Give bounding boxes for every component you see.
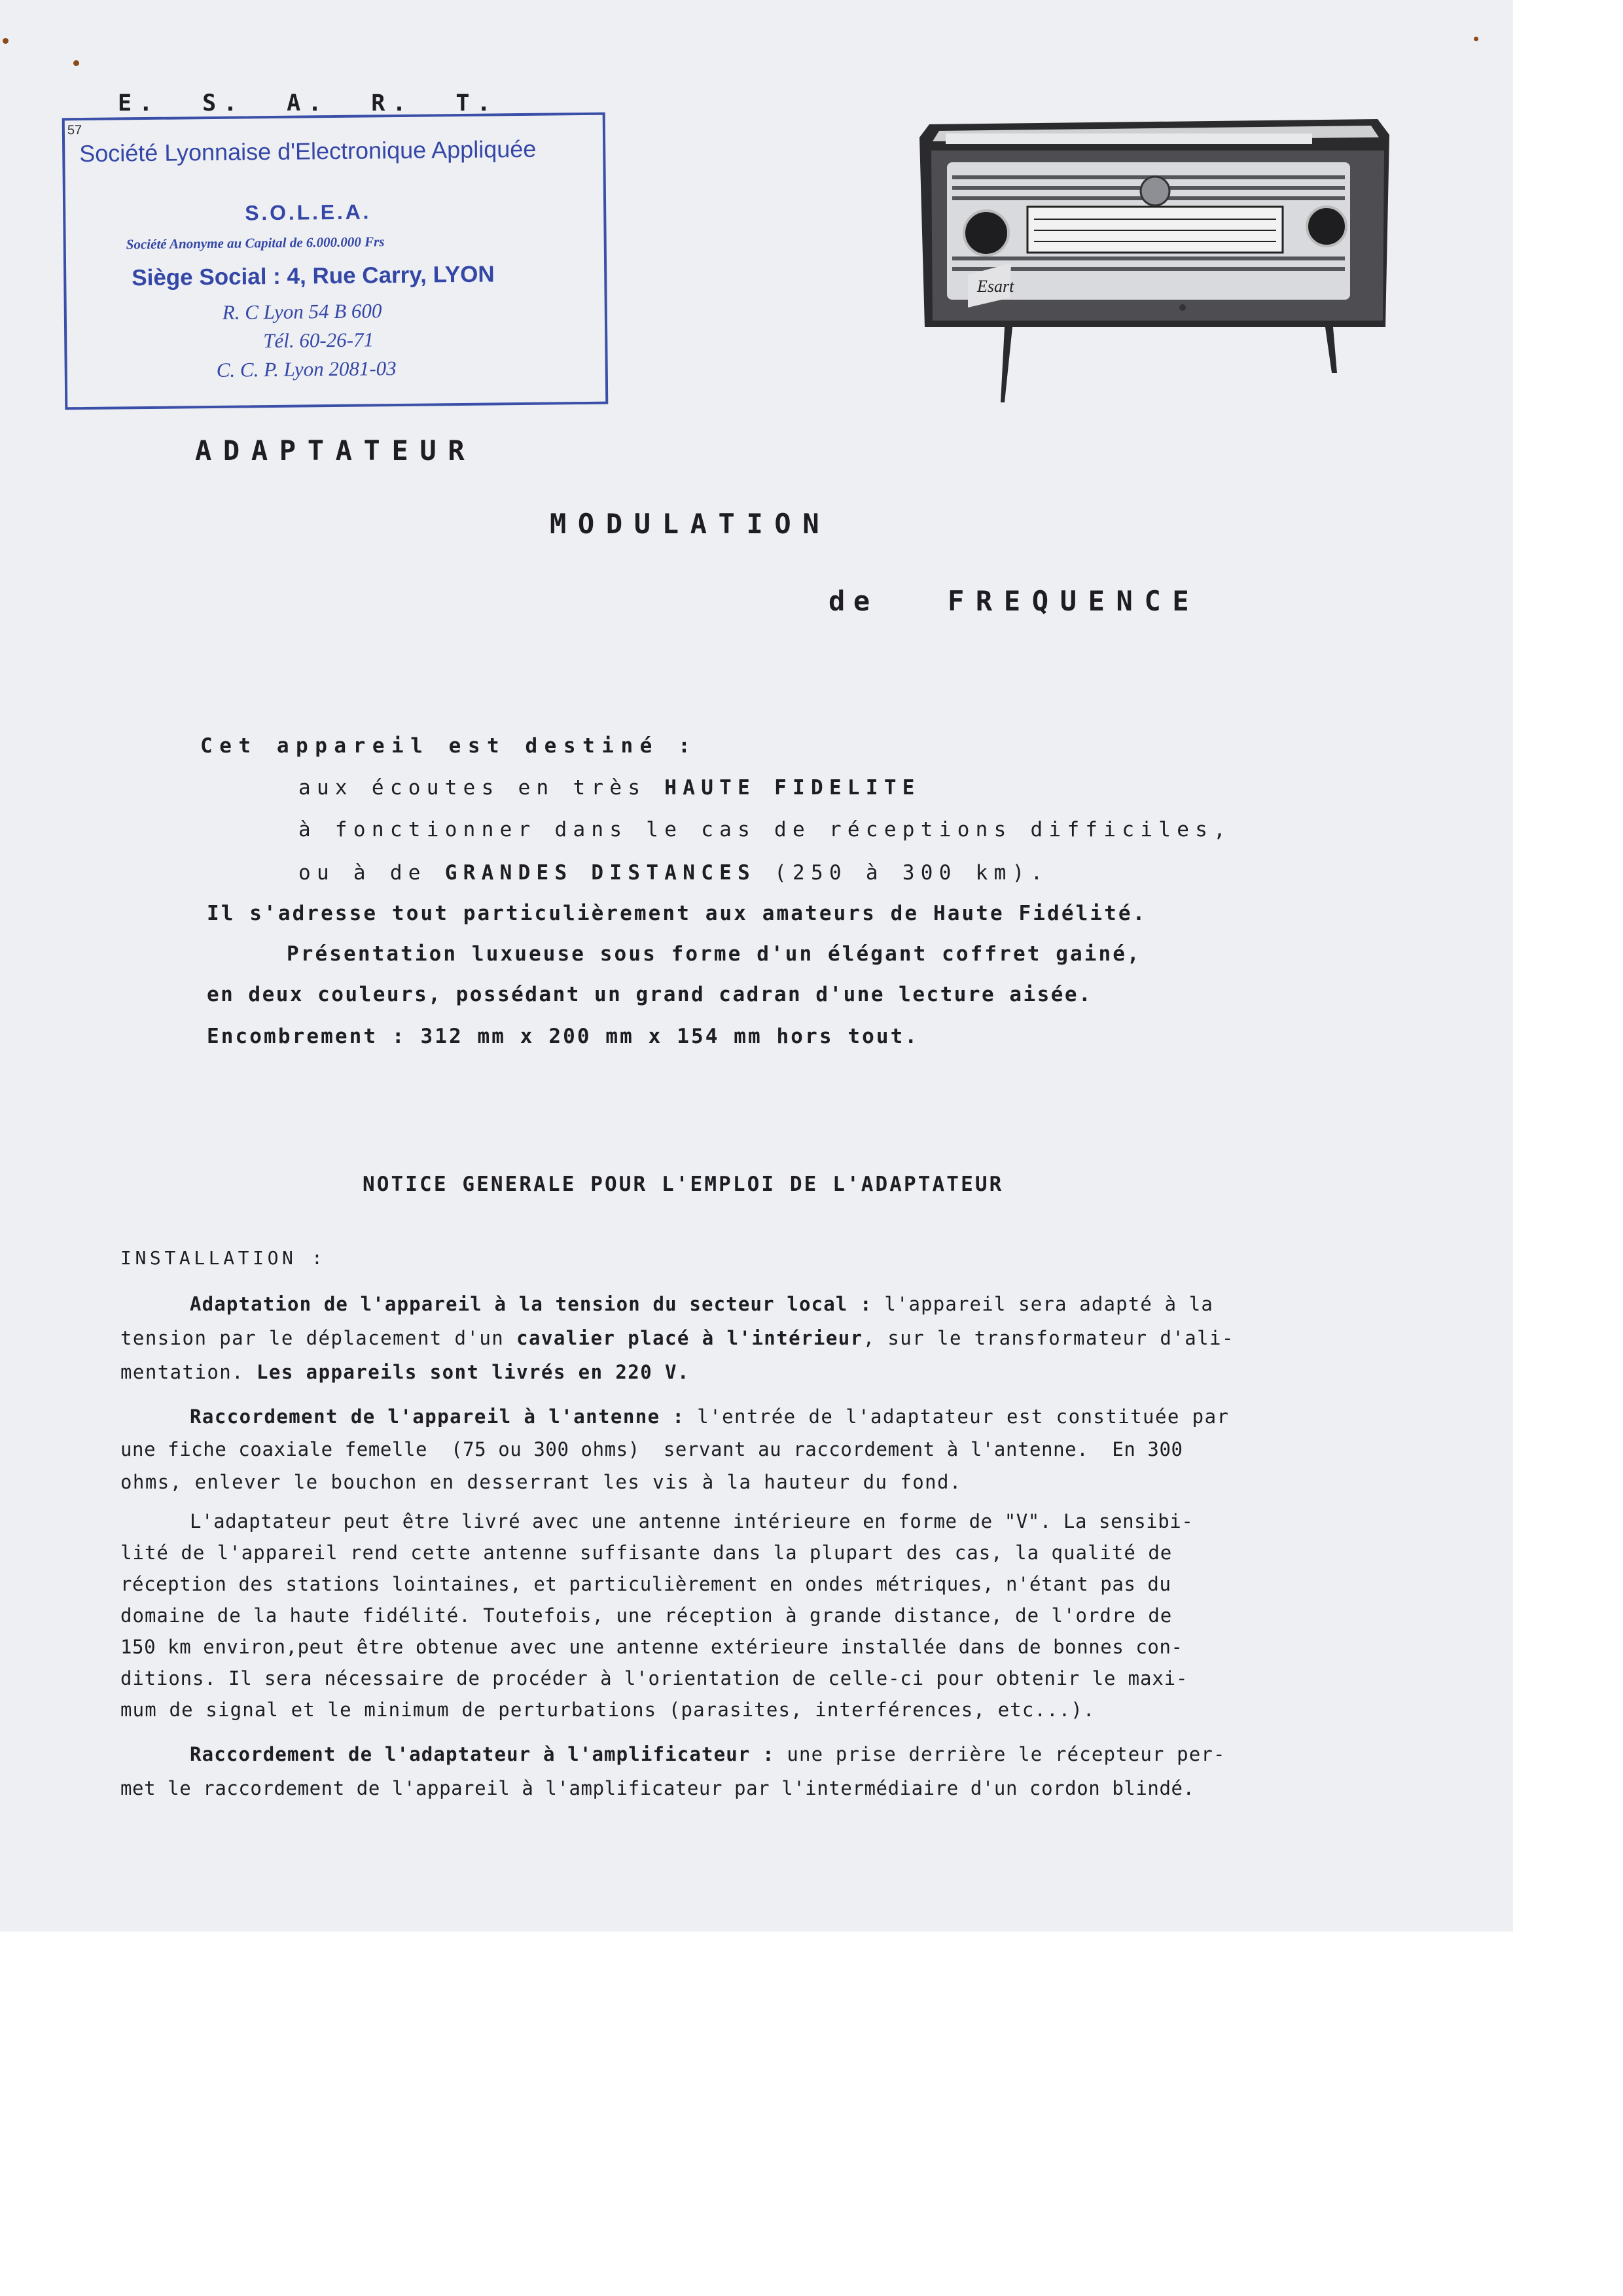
body-line: mum de signal et le minimum de perturbations (parasites, interférences, etc...). [120,1699,1096,1721]
rust-spot-mark [73,60,79,66]
body-line: 150 km environ,peut être obtenue avec une antenne extérieure installée dans de bonnes con- [120,1636,1183,1658]
stamp-acronym: S.O.L.E.A. [245,200,372,225]
stamp-ccp: C. C. P. Lyon 2081-03 [216,357,397,381]
stamp-ref: 57 [67,123,82,138]
radio-tuner-image [913,111,1397,419]
paragraph-heading: Adaptation de l'appareil à la tension du secteur local : [190,1293,872,1315]
body-line: lité de l'appareil rend cette antenne suffisante dans la plupart des cas, la qualité de [120,1542,1173,1564]
body-line: ohms, enlever le bouchon en desserrant les vis à la hauteur du fond. [120,1471,962,1493]
intro-line: à fonctionner dans le cas de réceptions difficiles, [298,818,1232,841]
rust-spot-mark [3,38,9,44]
body-line [190,1405,1229,1428]
stamp-rc: R. C Lyon 54 B 600 [222,299,382,324]
company-stamp [62,113,609,410]
body-line: domaine de la haute fidélité. Toutefois, une réception à grande distance, de l'ordre de [120,1604,1173,1627]
intro-line [298,861,1049,885]
section-heading: INSTALLATION : [120,1247,327,1269]
body-text: l'appareil sera adapté à la [872,1293,1214,1315]
body-text: mentation. [120,1361,257,1383]
body-line [190,1743,1226,1765]
paragraph-heading: Raccordement de l'adaptateur à l'amplificateur : [190,1743,775,1765]
body-text: , sur le transformateur d'ali- [863,1327,1234,1349]
intro-emphasis: HAUTE FIDELITE [664,776,921,800]
body-line [120,1361,690,1383]
body-line: L'adaptateur peut être livré avec une antenne intérieure en forme de "V". La sensibi- [190,1510,1194,1532]
body-line: réception des stations lointaines, et particulièrement en ondes métriques, n'étant pas du [120,1573,1171,1595]
radio-leg [1001,327,1012,402]
stamp-phone: Tél. 60-26-71 [263,328,374,353]
intro-line: Présentation luxueuse sous forme d'un élégant coffret gainé, [287,942,1141,966]
stamp-address: Siège Social : 4, Rue Carry, LYON [132,261,495,291]
intro-text: (250 à 300 km). [756,861,1049,885]
title-adaptateur: ADAPTATEUR [195,434,476,467]
body-text: l'entrée de l'adaptateur est constituée par [685,1405,1230,1428]
body-emphasis: Les appareils sont livrés en 220 V. [257,1361,690,1383]
notice-title: NOTICE GENERALE POUR L'EMPLOI DE L'ADAPTATEUR [363,1173,1004,1196]
company-header: E. S. A. R. T. [118,90,498,116]
intro-line: Encombrement : 312 mm x 200 mm x 154 mm hors tout. [207,1025,919,1048]
intro-line: Il s'adresse tout particulièrement aux amateurs de Haute Fidélité. [207,902,1147,925]
intro-emphasis: GRANDES DISTANCES [444,861,757,885]
body-line: ditions. Il sera nécessaire de procéder à l'orientation de celle-ci pour obtenir le maxi- [120,1667,1188,1689]
intro-line: Cet appareil est destiné : [200,734,698,758]
body-line [190,1293,1213,1315]
tuning-indicator [1141,177,1169,205]
rust-spot-mark [1474,37,1478,41]
stamp-company-name: Société Lyonnaise d'Electronique Appliquée [79,135,537,168]
stamp-capital: Société Anonyme au Capital de 6.000.000 Frs [126,234,385,253]
intro-text: aux écoutes en très [298,776,665,800]
title-de: de [829,585,878,617]
intro-line [298,776,921,800]
body-text: tension par le déplacement d'un [120,1327,517,1349]
title-modulation: MODULATION [550,508,831,540]
left-knob [964,211,1008,255]
paragraph-heading: Raccordement de l'appareil à l'antenne : [190,1405,685,1428]
body-line [120,1327,1234,1349]
body-emphasis: cavalier placé à l'intérieur [516,1327,863,1349]
body-text: une prise derrière le récepteur per- [774,1743,1226,1765]
radio-leg [1325,327,1337,373]
intro-text: ou à de [298,861,445,885]
right-knob [1307,207,1346,246]
brand-logo: Esart [977,277,1014,296]
intro-line: en deux couleurs, possédant un grand cadran d'une lecture aisée. [207,983,1093,1006]
body-line: une fiche coaxiale femelle (75 ou 300 ohms) servant au raccordement à l'antenne. En 300 [120,1438,1183,1460]
body-line: met le raccordement de l'appareil à l'amplificateur par l'intermédiaire d'un cordon blindé. [120,1777,1195,1799]
title-frequence: FREQUENCE [948,585,1201,617]
